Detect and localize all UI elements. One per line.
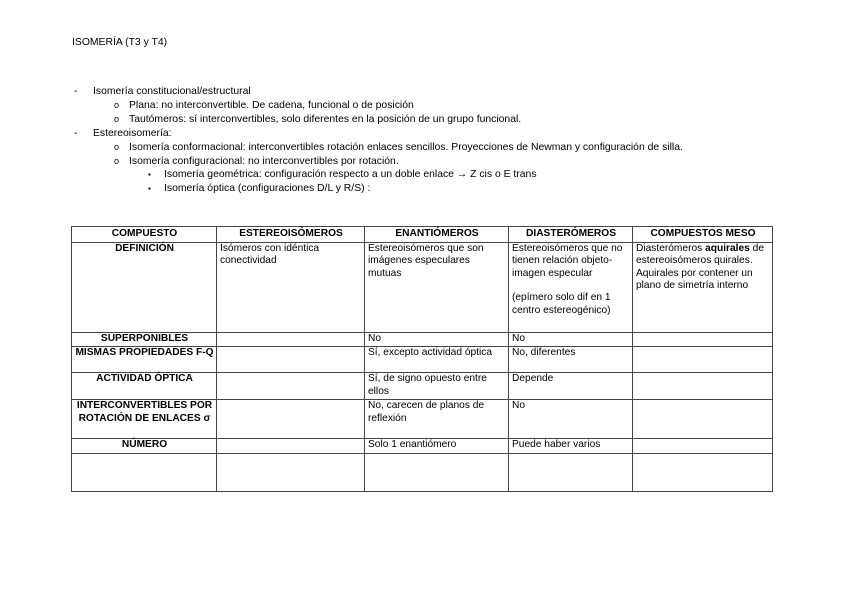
- cell-empty: [217, 453, 365, 491]
- cell-interconv-enantio: No, carecen de planos de reflexión: [365, 400, 509, 439]
- cell-empty: [633, 400, 773, 439]
- meso-text-plano: Aquirales por contener un plano de simetría interno: [636, 267, 753, 291]
- outline-item-geometrica: Isomería geométrica: configuración respecto a un doble enlace → Z cis o E trans: [164, 169, 537, 180]
- cell-actividad-enantio: Sí, de signo opuesto entre ellos: [365, 373, 509, 400]
- cell-definicion-diaster: [509, 242, 633, 332]
- cell-superponibles-diaster: No: [509, 332, 633, 347]
- table-row: [72, 242, 773, 332]
- dash-bullet: -: [74, 86, 78, 97]
- row-label-numero: NÚMERO: [72, 439, 217, 454]
- diaster-definition-text: Estereoisómeros que no tienen relación objeto-imagen especular: [512, 242, 623, 279]
- row-label-superponibles: SUPERPONIBLES: [72, 332, 217, 347]
- header-estereoisomeros: ESTEREOISÓMEROS: [217, 227, 365, 243]
- cell-propiedades-diaster: No, diferentes: [509, 347, 633, 373]
- cell-definicion-enantio: Estereoisómeros que son imágenes especulares mutuas: [365, 242, 509, 332]
- table-header-row: [72, 227, 773, 243]
- square-bullet: ▪: [148, 184, 151, 193]
- table-row: [72, 400, 773, 439]
- table-row-empty: [72, 453, 773, 491]
- cell-empty: [217, 332, 365, 347]
- row-label-propiedades: MISMAS PROPIEDADES F-Q: [72, 347, 217, 373]
- meso-text-pre: Diasterómeros: [636, 242, 706, 254]
- outline-item-tautomeros: Tautómeros: sí interconvertibles, solo diferentes en la posición de un grupo funcional.: [129, 114, 522, 125]
- row-label-actividad: ACTIVIDAD ÓPTICA: [72, 373, 217, 400]
- isomer-comparison-table: [71, 226, 773, 492]
- square-bullet: ▪: [148, 170, 151, 179]
- header-diasteromeros: DIASTERÓMEROS: [509, 227, 633, 243]
- dash-bullet: -: [74, 128, 78, 139]
- cell-empty: [633, 453, 773, 491]
- cell-empty: [72, 453, 217, 491]
- outline-item-estereoisomeria: Estereoisomería:: [93, 128, 172, 139]
- cell-empty: [365, 453, 509, 491]
- cell-numero-diaster: Puede haber varios: [509, 439, 633, 454]
- cell-superponibles-enantio: No: [365, 332, 509, 347]
- row-label-definicion: DEFINICIÓN: [72, 242, 217, 332]
- meso-text-bold: aquirales: [705, 242, 750, 254]
- cell-empty: [217, 400, 365, 439]
- table-row: [72, 332, 773, 347]
- outline-item-conformacional: Isomería conformacional: interconvertibles rotación enlaces sencillos. Proyecciones de Newman y configuración de silla.: [129, 142, 683, 153]
- cell-empty: [633, 332, 773, 347]
- table-row: [72, 439, 773, 454]
- circle-bullet: o: [114, 156, 120, 166]
- cell-empty: [217, 439, 365, 454]
- cell-definicion-estereo: Isómeros con idéntica conectividad: [217, 242, 365, 332]
- cell-interconv-diaster: No: [509, 400, 633, 439]
- outline-item-plana: Plana: no interconvertible. De cadena, funcional o de posición: [129, 100, 414, 111]
- cell-empty: [633, 373, 773, 400]
- cell-empty: [633, 439, 773, 454]
- cell-empty: [509, 453, 633, 491]
- meso-text-post: de estereoisómeros quirales.: [636, 242, 764, 266]
- outline-item-constitucional: Isomería constitucional/estructural: [93, 86, 251, 97]
- circle-bullet: o: [114, 100, 120, 110]
- table-row: [72, 347, 773, 373]
- cell-numero-enantio: Solo 1 enantiómero: [365, 439, 509, 454]
- row-label-interconvertibles: INTERCONVERTIBLES POR ROTACIÓN DE ENLACES σ: [72, 400, 217, 439]
- cell-actividad-diaster: Depende: [509, 373, 633, 400]
- cell-definicion-meso: [633, 242, 773, 332]
- table-row: [72, 373, 773, 400]
- epimero-note: (epímero solo dif en 1 centro estereogénico): [512, 292, 611, 316]
- cell-empty: [217, 373, 365, 400]
- outline-item-optica: Isomería óptica (configuraciones D/L y R/S) :: [164, 183, 371, 194]
- header-compuestos-meso: COMPUESTOS MESO: [633, 227, 773, 243]
- circle-bullet: o: [114, 142, 120, 152]
- cell-propiedades-enantio: Sí, excepto actividad óptica: [365, 347, 509, 373]
- circle-bullet: o: [114, 114, 120, 124]
- cell-empty: [217, 347, 365, 373]
- cell-empty: [633, 347, 773, 373]
- header-compuesto: COMPUESTO: [72, 227, 217, 243]
- document-title: ISOMERÍA (T3 y T4): [72, 37, 168, 48]
- outline-item-configuracional: Isomería configuracional: no interconvertibles por rotación.: [129, 156, 399, 167]
- header-enantiomeros: ENANTIÓMEROS: [365, 227, 509, 243]
